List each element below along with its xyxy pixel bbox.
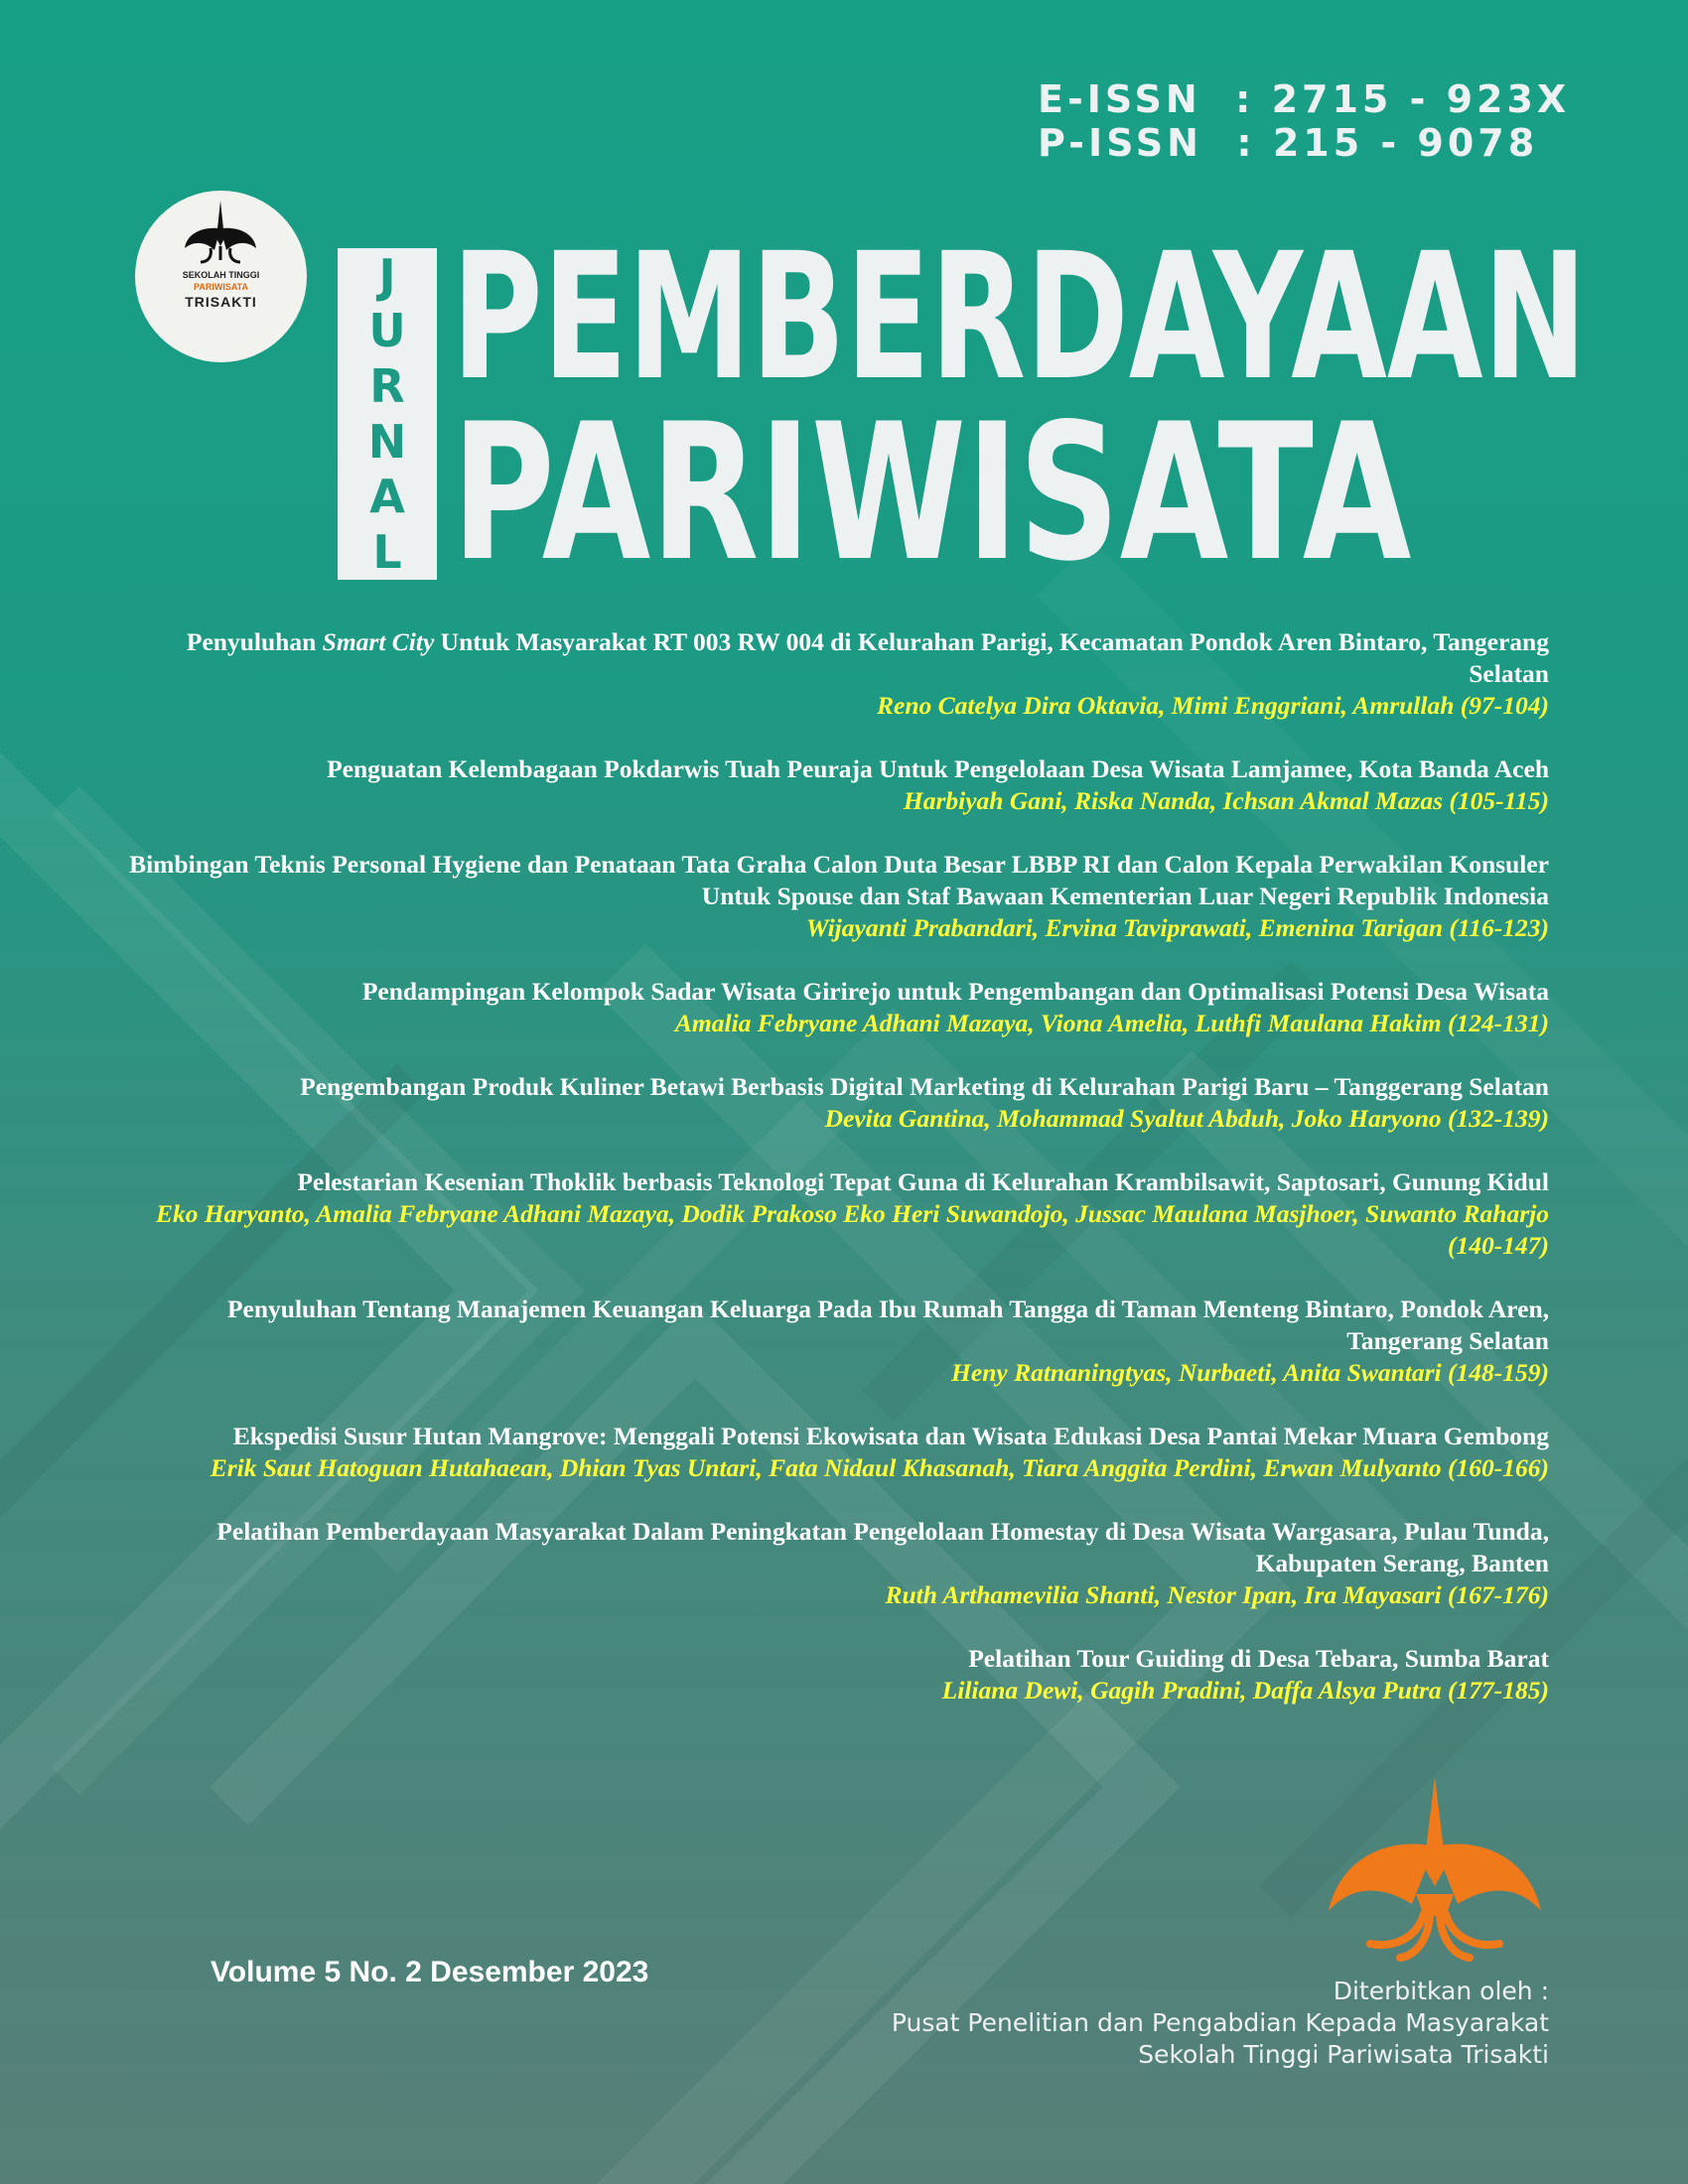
article-entry [119,1166,1549,1262]
article-title-part: Untuk Masyarakat RT 003 RW 004 di Kelurahan Parigi, Kecamatan Pondok Aren Bintaro, Tangerang Selatan [434,627,1549,688]
e-issn-value: : 2715 - 923X [1235,77,1571,121]
p-issn-value: : 215 - 9078 [1236,121,1539,165]
publisher-label: Diterbitkan oleh : [1333,1977,1549,2005]
journal-title-line2: PARIWISATA [452,383,1412,603]
logo-text-line2: PARIWISATA [194,282,248,292]
article-title: Penyuluhan Tentang Manajemen Keuangan Keluarga Pada Ibu Rumah Tangga di Taman Menteng Bintaro, Pondok Aren, Tangerang Selatan [226,1295,1549,1355]
article-authors: Reno Catelya Dira Oktavia, Mimi Enggriani, Amrullah (97-104) [877,691,1549,720]
article-entry [119,849,1549,944]
article-title-emphasis: Smart City [322,627,435,656]
article-authors: Ruth Arthamevilia Shanti, Nestor Ipan, Ira Mayasari (167-176) [885,1580,1549,1609]
article-authors: Heny Ratnaningtyas, Nurbaeti, Anita Swantari (148-159) [951,1358,1549,1387]
institution-logo [135,191,307,362]
article-entry [119,626,1549,722]
article-entry [119,1643,1549,1706]
article-entry [119,976,1549,1039]
e-issn-label: E-ISSN [1038,77,1201,121]
article-title: Pelestarian Kesenian Thoklik berbasis Teknologi Tepat Guna di Kelurahan Krambilsawit, Saptosari, Gunung Kidul [297,1167,1549,1196]
logo-text-line1: SEKOLAH TINGGI [182,270,260,280]
publisher-info [814,1976,1549,2071]
article-title: Pelatihan Tour Guiding di Desa Tebara, Sumba Barat [968,1644,1549,1673]
jurnal-word [338,248,437,580]
article-title: Pendampingan Kelompok Sadar Wisata Girirejo untuk Pengembangan dan Optimalisasi Potensi Desa Wisata [361,977,1549,1006]
trisakti-emblem-orange-icon [1321,1777,1549,1976]
article-entry [119,1516,1549,1611]
article-authors: Wijayanti Prabandari, Ervina Taviprawati, Emenina Tarigan (116-123) [805,913,1549,942]
article-title [119,626,1549,690]
table-of-contents [119,626,1549,1738]
article-entry [119,1294,1549,1389]
article-entry [119,1421,1549,1484]
e-issn [1038,77,1570,121]
article-title: Ekspedisi Susur Hutan Mangrove: Menggali Potensi Ekowisata dan Wisata Edukasi Desa Pantai Mekar Muara Gembong [232,1422,1549,1450]
article-title: Pelatihan Pemberdayaan Masyarakat Dalam Peningkatan Pengelolaan Homestay di Desa Wisata Wargasara, Pulau Tunda, Kabupaten Serang, Banten [216,1517,1549,1577]
article-authors: Liliana Dewi, Gagih Pradini, Daffa Alsya Putra (177-185) [941,1676,1549,1705]
publisher-institution: Sekolah Tinggi Pariwisata Trisakti [1138,2040,1549,2069]
article-entry [119,753,1549,817]
article-title: Pengembangan Produk Kuliner Betawi Berbasis Digital Marketing di Kelurahan Parigi Baru – Tanggerang Selatan [300,1072,1549,1101]
article-authors: Harbiyah Gani, Riska Nanda, Ichsan Akmal Mazas (105-115) [903,786,1549,815]
jurnal-vertical-bar [338,248,437,580]
article-authors: Amalia Febryane Adhani Mazaya, Viona Amelia, Luthfi Maulana Hakim (124-131) [674,1009,1549,1037]
article-authors: Eko Haryanto, Amalia Febryane Adhani Mazaya, Dodik Prakoso Eko Heri Suwandojo, Jussac Maulana Masjhoer, Suwanto Raharjo (140-147) [155,1199,1549,1260]
jurnal-letter: R [369,359,405,414]
publisher-unit: Pusat Penelitian dan Pengabdian Kepada Masyarakat [891,2008,1549,2037]
article-title: Bimbingan Teknis Personal Hygiene dan Penataan Tata Graha Calon Duta Besar LBBP RI dan Calon Kepala Perwakilan Konsuler Untuk Spouse dan Staf Bawaan Kementerian Luar Negeri Republik Indonesia [129,850,1549,910]
trisakti-emblem-icon [181,199,260,268]
logo-text-line3: TRISAKTI [185,294,257,310]
article-entry [119,1071,1549,1135]
journal-title-line1: PEMBERDAYAAN [452,215,1588,419]
jurnal-letter: N [367,414,407,469]
p-issn-label: P-ISSN [1038,121,1202,165]
volume-issue: Volume 5 No. 2 Desember 2023 [211,1956,649,1988]
p-issn [1038,121,1538,165]
jurnal-letter: L [372,525,402,580]
article-title: Penguatan Kelembagaan Pokdarwis Tuah Peuraja Untuk Pengelolaan Desa Wisata Lamjamee, Kota Banda Aceh [327,754,1549,783]
article-authors: Devita Gantina, Mohammad Syaltut Abduh, Joko Haryono (132-139) [824,1104,1549,1133]
article-authors: Erik Saut Hatoguan Hutahaean, Dhian Tyas Untari, Fata Nidaul Khasanah, Tiara Anggita Perdini, Erwan Mulyanto (160-166) [210,1453,1549,1482]
article-title-part: Penyuluhan [186,627,323,656]
jurnal-letter: U [368,304,406,358]
jurnal-letter: A [369,470,405,524]
jurnal-letter: J [378,248,396,303]
